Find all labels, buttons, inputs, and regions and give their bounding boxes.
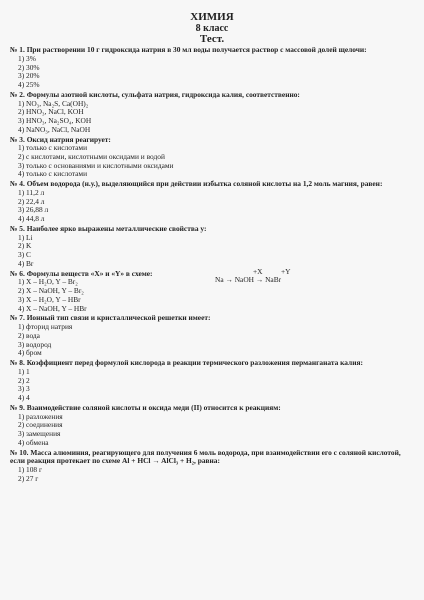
option[interactable]: 3) 3 (18, 384, 30, 394)
question-text: Оксид натрия реагирует: (26, 134, 111, 144)
option[interactable]: 1) 108 г (18, 464, 42, 474)
option[interactable]: 1) 3% (18, 53, 36, 63)
question-2 (10, 91, 414, 135)
question-text: Взаимодействие соляной кислоты и оксида меди (II) относится к реакциям: (26, 402, 281, 412)
option[interactable]: 2) вода (18, 330, 40, 340)
option[interactable]: 4) Br (18, 258, 34, 268)
question-number: № 7. (10, 313, 25, 323)
option[interactable]: 2) 22,4 л (18, 196, 45, 206)
scheme-x-label: +X (253, 266, 263, 276)
option[interactable]: 2) 2 (18, 375, 30, 385)
question-6 (10, 266, 414, 314)
option[interactable]: 2) 27 г (18, 473, 39, 483)
option[interactable]: 3) водород (18, 339, 52, 349)
option[interactable]: 3) замещения (18, 428, 61, 438)
question-10 (10, 449, 414, 484)
option[interactable]: 1) 1 (18, 366, 30, 376)
option[interactable]: 3) 26,88 л (18, 205, 49, 215)
question-text: Формулы азотной кислоты, сульфата натрия, гидроксида калия, соответственно: (26, 89, 300, 99)
question-9 (10, 404, 414, 448)
question-text: При растворении 10 г гидроксида натрия в 30 мл воды получается раствор с массовой долей щелочи: (26, 45, 367, 55)
option[interactable]: 3) только с основаниями и кислотными оксидами (18, 160, 174, 170)
option[interactable]: 3) C (18, 250, 31, 260)
question-text: Наиболее ярко выражены металлические свойства у: (26, 224, 207, 233)
question-5 (10, 225, 414, 269)
question-text: Ионный тип связи и кристаллической решетки имеет: (26, 313, 211, 323)
option[interactable]: 1) Li (18, 232, 33, 242)
question-4 (10, 180, 414, 224)
option[interactable]: 3) X – H₂O, Y – HBr (18, 294, 81, 304)
question-number: № 4. (10, 179, 25, 189)
question-text: Масса алюминия, реагирующего для получения 6 моль водорода, при взаимодействии его с соляной кислотой, если реакция протекает по схеме Al + HCl → AlCl₃ + H₂, равна: (10, 447, 401, 466)
question-number: № 2. (10, 89, 25, 99)
option[interactable]: 2) HNO₃, NaCl, KOH (18, 107, 84, 117)
question-text: Коэффициент перед формулой кислорода в реакции термического разложения перманганата калия: (26, 358, 363, 368)
test-label: Тест. (199, 33, 225, 45)
option[interactable]: 4) 44,8 л (18, 214, 45, 224)
option[interactable]: 3) 20% (18, 71, 40, 81)
question-1 (10, 46, 414, 90)
scheme-y-label: +Y (281, 266, 291, 276)
scheme-line: Na → NaOH → NaBr (215, 274, 282, 284)
subject-title: ХИМИЯ (190, 11, 234, 23)
option[interactable]: 1) фторид натрия (18, 322, 73, 332)
option[interactable]: 1) 11,2 л (18, 188, 45, 197)
question-number: № 6. (10, 268, 25, 278)
option[interactable]: 1) разложения (18, 411, 63, 421)
option[interactable]: 2) X – NaOH, Y – Br₂ (18, 286, 84, 296)
question-8 (10, 359, 414, 403)
question-number: № 10. (10, 447, 29, 457)
option[interactable]: 2) 30% (18, 62, 40, 72)
reaction-scheme (215, 268, 325, 284)
question-number: № 1. (10, 45, 25, 55)
option[interactable]: 4) NaNO₃, NaCl, NaOH (18, 124, 91, 134)
question-number: № 5. (10, 224, 25, 233)
option[interactable]: 2) соединения (18, 420, 63, 430)
option[interactable]: 1) X – H₂O, Y – Br₂ (18, 277, 78, 287)
question-3 (10, 136, 414, 180)
question-text: Объем водорода (н.у.), выделяющийся при действии избытка соляной кислоты на 1,2 моль магния, равен: (26, 179, 383, 189)
option[interactable]: 4) 25% (18, 80, 40, 89)
option[interactable]: 1) NO₃, Na₂S, Ca(OH)₂ (18, 98, 89, 108)
option[interactable]: 3) HNO₃, Na₂SO₄, KOH (18, 116, 92, 125)
question-number: № 3. (10, 134, 25, 144)
option[interactable]: 1) только с кислотами (18, 143, 88, 153)
option[interactable]: 4) только с кислотами (18, 169, 88, 179)
option[interactable]: 4) X – NaOH, Y – HBr (18, 303, 87, 313)
option[interactable]: 2) K (18, 241, 32, 251)
question-text: Формулы веществ «X» и «Y» в схеме: (26, 268, 153, 278)
option[interactable]: 4) 4 (18, 392, 30, 402)
option[interactable]: 4) обмена (18, 437, 49, 447)
question-number: № 9. (10, 402, 25, 412)
option[interactable]: 4) бром (18, 348, 42, 358)
question-7 (10, 314, 414, 358)
question-number: № 8. (10, 358, 25, 368)
grade-label: 8 класс (195, 23, 229, 34)
option[interactable]: 2) с кислотами, кислотными оксидами и водой (18, 152, 165, 161)
worksheet-header (10, 12, 414, 45)
